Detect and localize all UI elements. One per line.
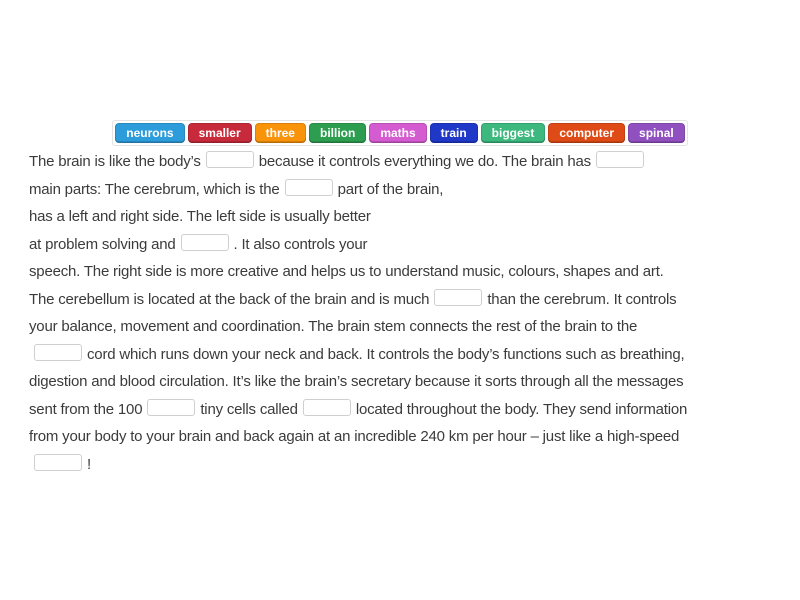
passage-line xyxy=(29,176,779,204)
word-bank-bar xyxy=(0,120,800,146)
word-chip-computer[interactable]: computer xyxy=(548,123,625,143)
word-chip-neurons[interactable]: neurons xyxy=(115,123,184,143)
fill-in-the-blank-passage xyxy=(29,148,779,478)
word-chip-maths[interactable]: maths xyxy=(369,123,426,143)
passage-text: digestion and blood circulation. It’s like the brain’s secretary because it sorts through all the messages xyxy=(29,373,684,390)
answer-blank[interactable] xyxy=(34,344,82,361)
passage-line xyxy=(29,231,779,259)
answer-blank[interactable] xyxy=(596,151,644,168)
passage-text: ! xyxy=(87,455,91,473)
passage-text: speech. The right side is more creative and helps us to understand music, colours, shapes and art. xyxy=(29,263,664,280)
passage-text: has a left and right side. The left side is usually better xyxy=(29,208,371,225)
word-bank xyxy=(112,120,687,146)
answer-blank[interactable] xyxy=(303,399,351,416)
passage-line xyxy=(29,148,779,176)
answer-blank[interactable] xyxy=(147,399,195,416)
word-chip-three[interactable]: three xyxy=(255,123,306,143)
passage-text: cord which runs down your neck and back. It controls the body’s functions such as breathing, xyxy=(87,345,685,363)
passage-text: because it controls everything we do. The brain has xyxy=(258,153,591,170)
passage-text: than the cerebrum. It controls xyxy=(487,290,677,308)
passage-line xyxy=(29,423,779,451)
word-chip-biggest[interactable]: biggest xyxy=(481,123,546,143)
passage-line xyxy=(29,451,779,479)
passage-text: sent from the 100 xyxy=(29,400,143,418)
passage-line xyxy=(29,368,779,396)
passage-line xyxy=(29,313,779,341)
answer-blank[interactable] xyxy=(285,179,333,196)
passage-line xyxy=(29,203,779,231)
passage-text: part of the brain, xyxy=(337,180,444,198)
passage-text: located throughout the body. They send information xyxy=(355,400,688,418)
answer-blank[interactable] xyxy=(434,289,482,306)
passage-text: your balance, movement and coordination. The brain stem connects the rest of the brain to the xyxy=(29,318,638,335)
passage-text: The brain is like the body’s xyxy=(29,153,201,170)
passage-text: from your body to your brain and back again at an incredible 240 km per hour – just like a high-speed xyxy=(29,428,680,445)
word-chip-billion[interactable]: billion xyxy=(309,123,366,143)
word-chip-train[interactable]: train xyxy=(430,123,478,143)
answer-blank[interactable] xyxy=(34,454,82,471)
passage-text: main parts: The cerebrum, which is the xyxy=(29,180,280,198)
passage-line xyxy=(29,341,779,369)
passage-line xyxy=(29,286,779,314)
word-chip-spinal[interactable]: spinal xyxy=(628,123,685,143)
passage-text: tiny cells called xyxy=(200,400,298,418)
answer-blank[interactable] xyxy=(181,234,229,251)
word-chip-smaller[interactable]: smaller xyxy=(188,123,252,143)
passage-text: . It also controls your xyxy=(233,235,368,253)
passage-line xyxy=(29,258,779,286)
passage-text: The cerebellum is located at the back of the brain and is much xyxy=(29,290,430,308)
answer-blank[interactable] xyxy=(206,151,254,168)
passage-text: at problem solving and xyxy=(29,235,176,253)
passage-line xyxy=(29,396,779,424)
